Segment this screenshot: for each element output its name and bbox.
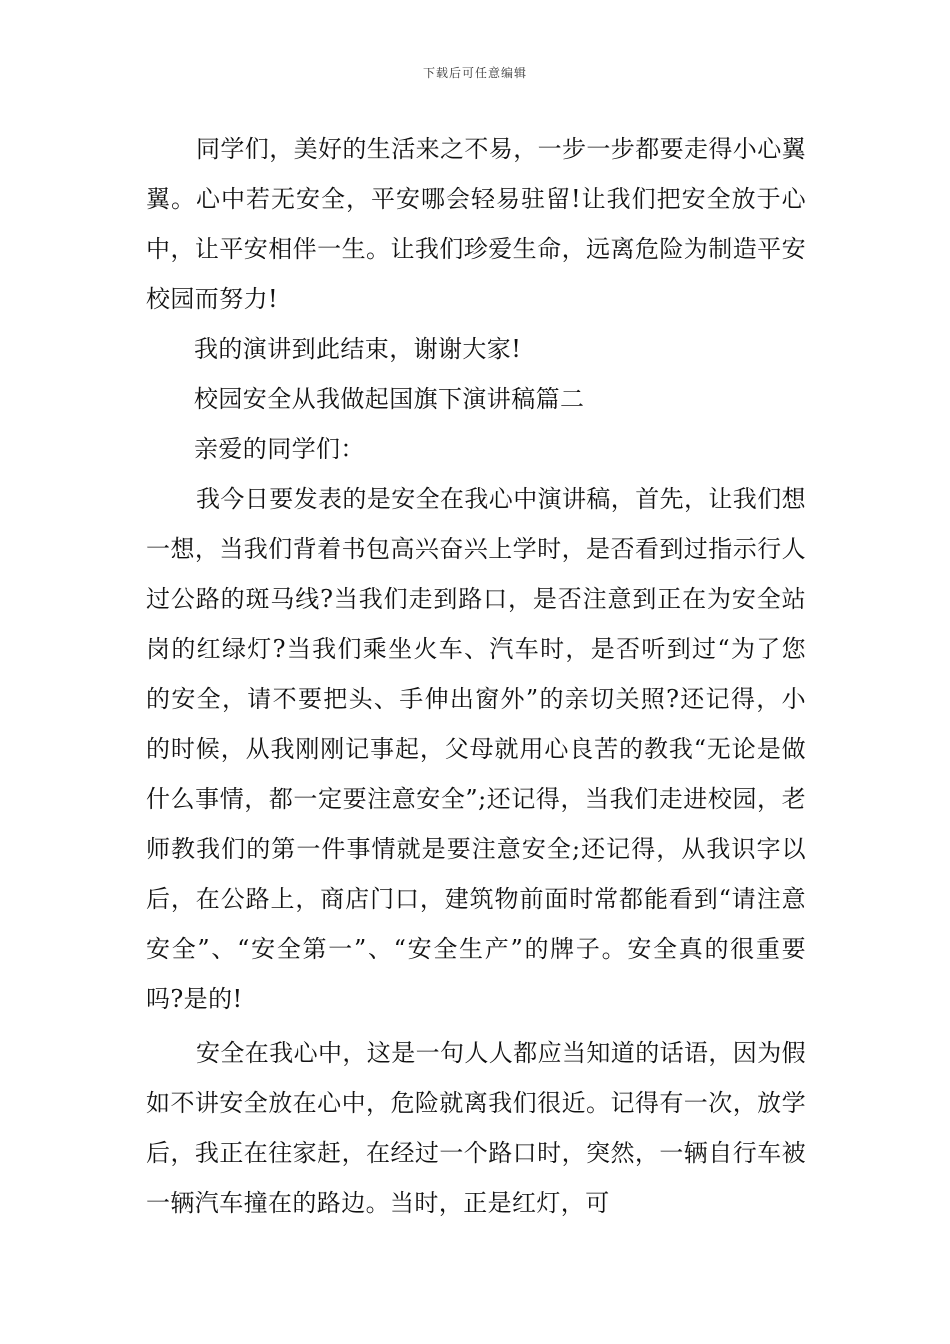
paragraph-story: 安全在我心中，这是一句人人都应当知道的话语，因为假如不讲安全放在心中，危险就离我们很近。记得有一次，放学后，我正在往家赶，在经过一个路口时，突然，一辆自行车被一辆汽车撞在的路边。当时，正是红灯，可: [146, 1039, 806, 1217]
paragraph-intro: 我今日要发表的是安全在我心中演讲稿，首先，让我们想一想，当我们背着书包高兴奋兴上学时，是否看到过指示行人过公路的斑马线?当我们走到路口，是否注意到正在为安全站岗的红绿灯?当我们乘坐火车、汽车时，是否听到过“为了您的安全，请不要把头、手伸出窗外”的亲切关照?还记得，小的时候，从我刚刚记事起，父母就用心良苦的教我“无论是做什么事情，都一定要注意安全”;还记得，当我们走进校园，老师教我们的第一件事情就是要注意安全;还记得，从我识字以后，在公路上，商店门口，建筑物前面时常都能看到“请注意安全”、“安全第一”、“安全生产”的牌子。安全真的很重要吗?是的!: [146, 485, 806, 1013]
document-body: [146, 124, 806, 1228]
salutation: 亲爱的同学们：: [194, 435, 365, 463]
section-title: 校园安全从我做起国旗下演讲稿篇二: [194, 385, 585, 413]
page-header-note: 下载后可任意编辑: [422, 66, 527, 80]
paragraph-closing-appeal: 同学们，美好的生活来之不易，一步一步都要走得小心翼翼。心中若无安全，平安哪会轻易驻留!让我们把安全放于心中，让平安相伴一生。让我们珍爱生命，远离危险为制造平安校园而努力!: [146, 135, 806, 313]
paragraph-thanks: 我的演讲到此结束，谢谢大家!: [194, 335, 522, 363]
